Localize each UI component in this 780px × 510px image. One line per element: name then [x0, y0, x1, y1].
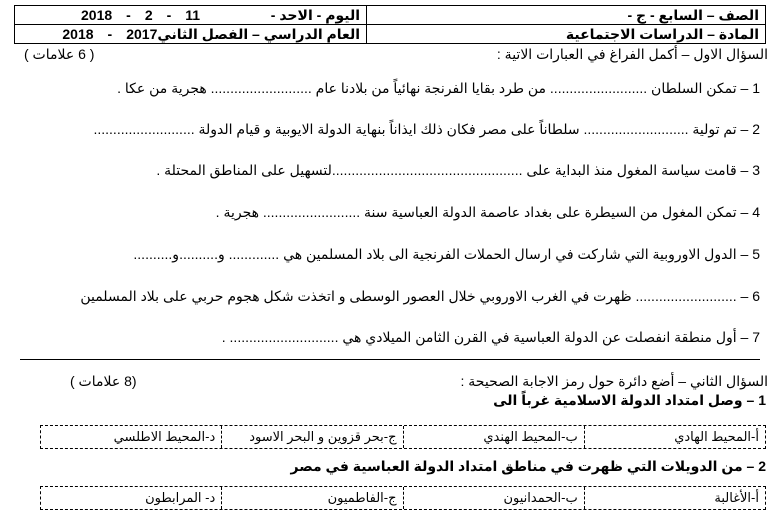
mcq-2-options: [40, 486, 766, 510]
mcq-1-options: [40, 425, 766, 449]
blank-line-4: 4 – تمكن المغول من السيطرة على بغداد عاصمة الدولة العباسية سنة ......................... هجرية .: [215, 204, 760, 220]
mcq-2-option-b[interactable]: ب-الحمدانيون: [403, 487, 584, 509]
mcq-1-option-c[interactable]: ج-بحر قزوين و البحر الاسود: [221, 426, 402, 448]
academic-years: 2018 - 2017: [62, 26, 158, 42]
date-day: 11: [185, 7, 201, 23]
mcq-1-option-d[interactable]: د-المحيط الاطلسي: [113, 429, 216, 444]
date-value: 2018 - 2 - 11: [81, 7, 201, 23]
mcq-1-question: 1 – وصل امتداد الدولة الاسلامية غرباً الى: [493, 392, 766, 408]
date-year: 2018: [81, 7, 113, 23]
mcq-2-option-c[interactable]: ج-الفاطميون: [221, 487, 402, 509]
header-row-2: [14, 24, 766, 44]
blank-line-7: 7 – أول منطقة انفصلت عن الدولة العباسية في القرن الثامن الميلادي هي ............................ .: [221, 329, 760, 345]
blank-line-1: 1 – تمكن السلطان ......................... من طرد بقايا الفرنجة نهائياً من بلادنا عام .......................... هجرية من عكا .: [117, 80, 760, 96]
header-row-1: [14, 5, 766, 25]
mcq-1-option-b[interactable]: ب-المحيط الهندي: [403, 426, 584, 448]
date-month: 2: [144, 7, 153, 23]
blank-line-6: 6 – .......................... ظهرت في الغرب الاوروبي خلال العصور الوسطى و اتخذت شكل هجوم حربي على بلاد المسلمين: [80, 288, 760, 304]
day-label: اليوم - الاحد -: [270, 7, 360, 23]
mcq-2-option-a[interactable]: أ-الأغالبة: [584, 487, 765, 509]
question-2-marks: (8 علامات ): [70, 373, 137, 389]
grade-cell: الصف – السابع - ج -: [367, 6, 766, 25]
year-term-label: العام الدراسي – الفصل الثاني: [157, 26, 360, 42]
section-divider: [20, 359, 760, 360]
date-cell: [15, 6, 367, 25]
term-cell: [15, 25, 367, 44]
question-1-marks: ( 6 علامات ): [24, 46, 95, 62]
question-2-title: السؤال الثاني – أضع دائرة حول رمز الاجابة الصحيحة :: [460, 373, 768, 389]
mcq-1-option-a[interactable]: أ-المحيط الهادي: [584, 426, 765, 448]
question-1-title: السؤال الاول – أكمل الفراغ في العبارات الاتية :: [496, 46, 768, 62]
mcq-2-option-d[interactable]: د- المرابطون: [145, 490, 216, 505]
subject-cell: المادة – الدراسات الاجتماعية: [367, 25, 766, 44]
blank-line-2: 2 – تم تولية ........................... سلطاناً على مصر فكان ذلك ايذاناً بنهاية الدولة الايوبية و قيام الدولة ..........................: [93, 121, 760, 137]
blank-line-3: 3 – قامت سياسة المغول منذ البداية على .................................................لتسهيل على المناطق المحتلة .: [156, 162, 760, 178]
mcq-2-question: 2 – من الدويلات التي ظهرت في مناطق امتداد الدولة العباسية في مصر: [290, 458, 766, 474]
blank-line-5: 5 – الدول الاوروبية التي شاركت في ارسال الحملات الفرنجية الى بلاد المسلمين هي ............. و..........و..........: [133, 246, 760, 262]
